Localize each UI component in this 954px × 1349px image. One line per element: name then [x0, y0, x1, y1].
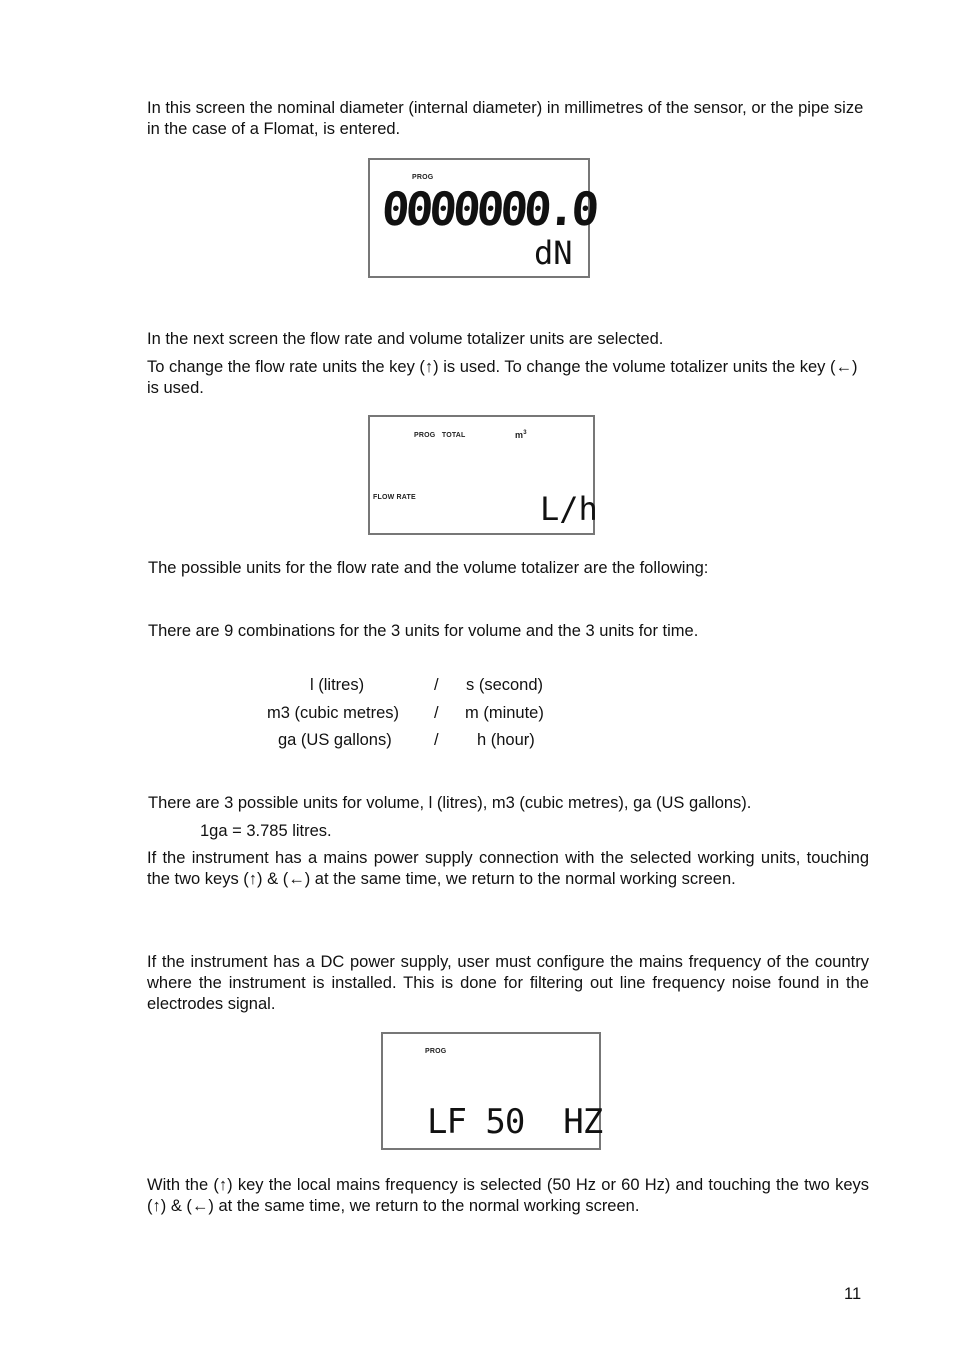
- lcd-display-units: [368, 415, 598, 535]
- units-table: [0, 672, 954, 762]
- units-row-2-time: m (minute): [465, 703, 544, 722]
- units-row-1-time: s (second): [466, 676, 544, 694]
- lcd-frequency-value: LF 50 HZ: [427, 1102, 603, 1142]
- units-row-1-sep: /: [434, 676, 439, 694]
- paragraph-dc-power: If the instrument has a DC power supply, user must configure the mains frequency of the country where the instrument is installed. This is done for filtering out line frequency noise found in the electrodes signal.: [147, 953, 869, 1013]
- units-row-2-volume: m3 (cubic metres): [267, 703, 400, 722]
- lcd-volume-unit-exponent: 3: [523, 430, 527, 436]
- units-row-3-sep: /: [434, 731, 439, 749]
- units-row-3-volume: ga (US gallons): [278, 731, 392, 749]
- lcd-prog-indicator: PROG: [412, 174, 434, 181]
- units-row-1-volume: l (litres): [310, 676, 365, 694]
- paragraph-gallon-conversion: 1ga = 3.785 litres.: [200, 822, 332, 840]
- paragraph-nominal-diameter: In this screen the nominal diameter (internal diameter) in millimetres of the sensor, or the pipe size in the case of a Flomat, is entered.: [147, 99, 864, 138]
- paragraph-change-units: To change the flow rate units the key (↑) is used. To change the volume totalizer units the key (←) is used.: [147, 358, 858, 397]
- paragraph-combinations: There are 9 combinations for the 3 units for volume and the 3 units for time.: [148, 622, 699, 640]
- lcd-flow-rate-indicator: FLOW RATE: [373, 494, 416, 501]
- lcd-volume-unit-base: m: [515, 430, 524, 440]
- units-row-3-time: h (hour): [477, 731, 535, 749]
- page-number: 11: [844, 1285, 862, 1303]
- paragraph-next-screen: In the next screen the flow rate and volume totalizer units are selected.: [147, 330, 664, 348]
- paragraph-frequency-select: With the (↑) key the local mains frequency is selected (50 Hz or 60 Hz) and touching the two keys (↑) & (←) at the same time, we return to the normal working screen.: [147, 1176, 869, 1215]
- paragraph-mains-power: If the instrument has a mains power supply connection with the selected working units, touching the two keys (↑) & (←) at the same time, we return to the normal working screen.: [147, 849, 869, 888]
- lcd-display-frequency: [381, 1032, 601, 1150]
- lcd-unit-dn: dN: [534, 234, 573, 272]
- lcd-volume-unit: [515, 430, 527, 440]
- lcd-diameter-value: 0000000.0: [380, 182, 598, 236]
- paragraph-possible-units: The possible units for the flow rate and the volume totalizer are the following:: [148, 559, 709, 577]
- lcd-display-diameter: [368, 158, 598, 278]
- units-row-2-sep: /: [434, 703, 439, 722]
- lcd-prog-total-indicator: PROG TOTAL: [414, 432, 466, 439]
- paragraph-volume-units: There are 3 possible units for volume, l (litres), m3 (cubic metres), ga (US gallons).: [148, 794, 752, 812]
- lcd-prog-indicator-2: PROG: [425, 1048, 447, 1055]
- lcd-flow-unit: L/h: [540, 490, 598, 528]
